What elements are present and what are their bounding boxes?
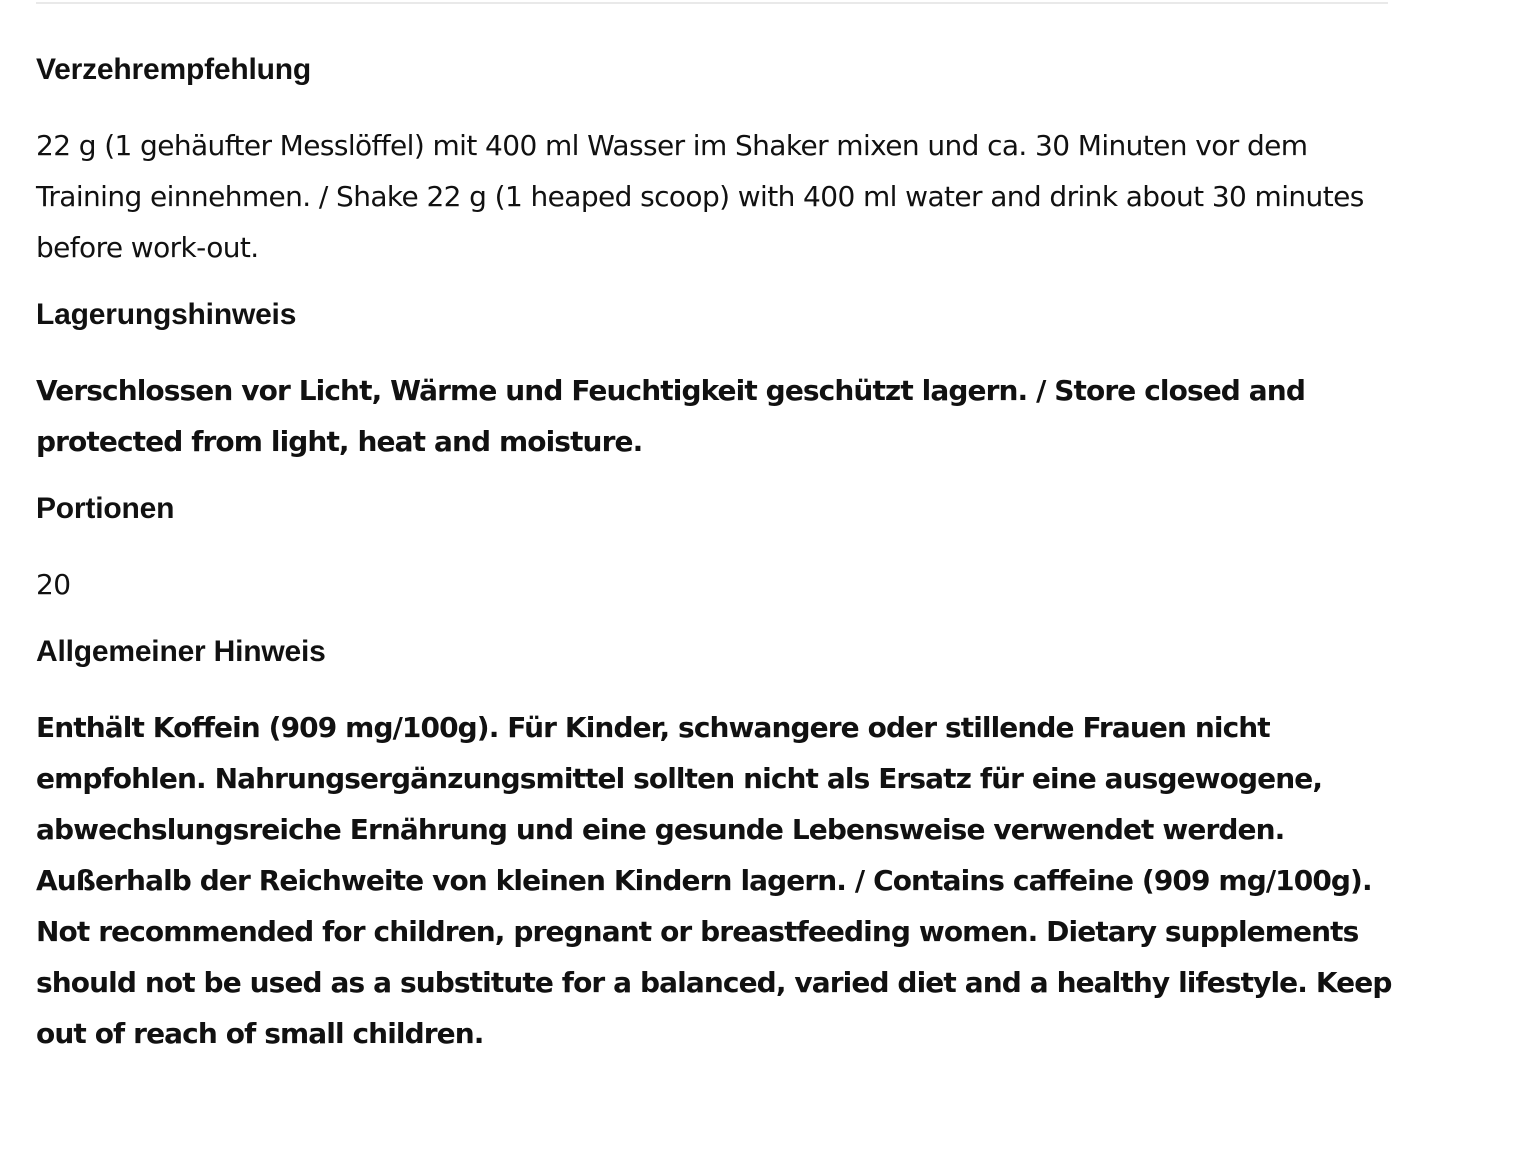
- section-heading-verzehrempfehlung: Verzehrempfehlung: [36, 53, 311, 86]
- section-text-portionen: 20: [36, 568, 71, 601]
- section-heading-portionen: Portionen: [36, 492, 175, 525]
- section-heading-allgemeiner-hinweis: Allgemeiner Hinweis: [36, 635, 326, 668]
- section-heading-lagerungshinweis: Lagerungshinweis: [36, 298, 297, 331]
- top-divider: [36, 2, 1388, 4]
- section-text-allgemeiner-hinweis: Enthält Koffein (909 mg/100g). Für Kinder, schwangere oder stillende Frauen nicht empfohlen. Nahrungsergänzungsmittel sollten nicht als Ersatz für eine ausgewogene, abwechslungsreiche Ernährung und eine gesunde Lebensweise verwendet werden. Außerhalb der Reichweite von kleinen Kindern lagern. / Contains caffeine (909 mg/100g). Not recommended for children, pregnant or breastfeeding women. Dietary supplements should not be used as a substitute for a balanced, varied diet and a healthy lifestyle. Keep out of reach of small children.: [36, 711, 1392, 1050]
- section-text-verzehrempfehlung: 22 g (1 gehäufter Messlöffel) mit 400 ml Wasser im Shaker mixen und ca. 30 Minuten vor dem Training einnehmen. / Shake 22 g (1 heaped scoop) with 400 ml water and drink about 30 minutes before work-out.: [36, 129, 1364, 264]
- product-details: [36, 50, 1396, 1059]
- section-text-lagerungshinweis: Verschlossen vor Licht, Wärme und Feuchtigkeit geschützt lagern. / Store closed and protected from light, heat and moisture.: [36, 374, 1305, 458]
